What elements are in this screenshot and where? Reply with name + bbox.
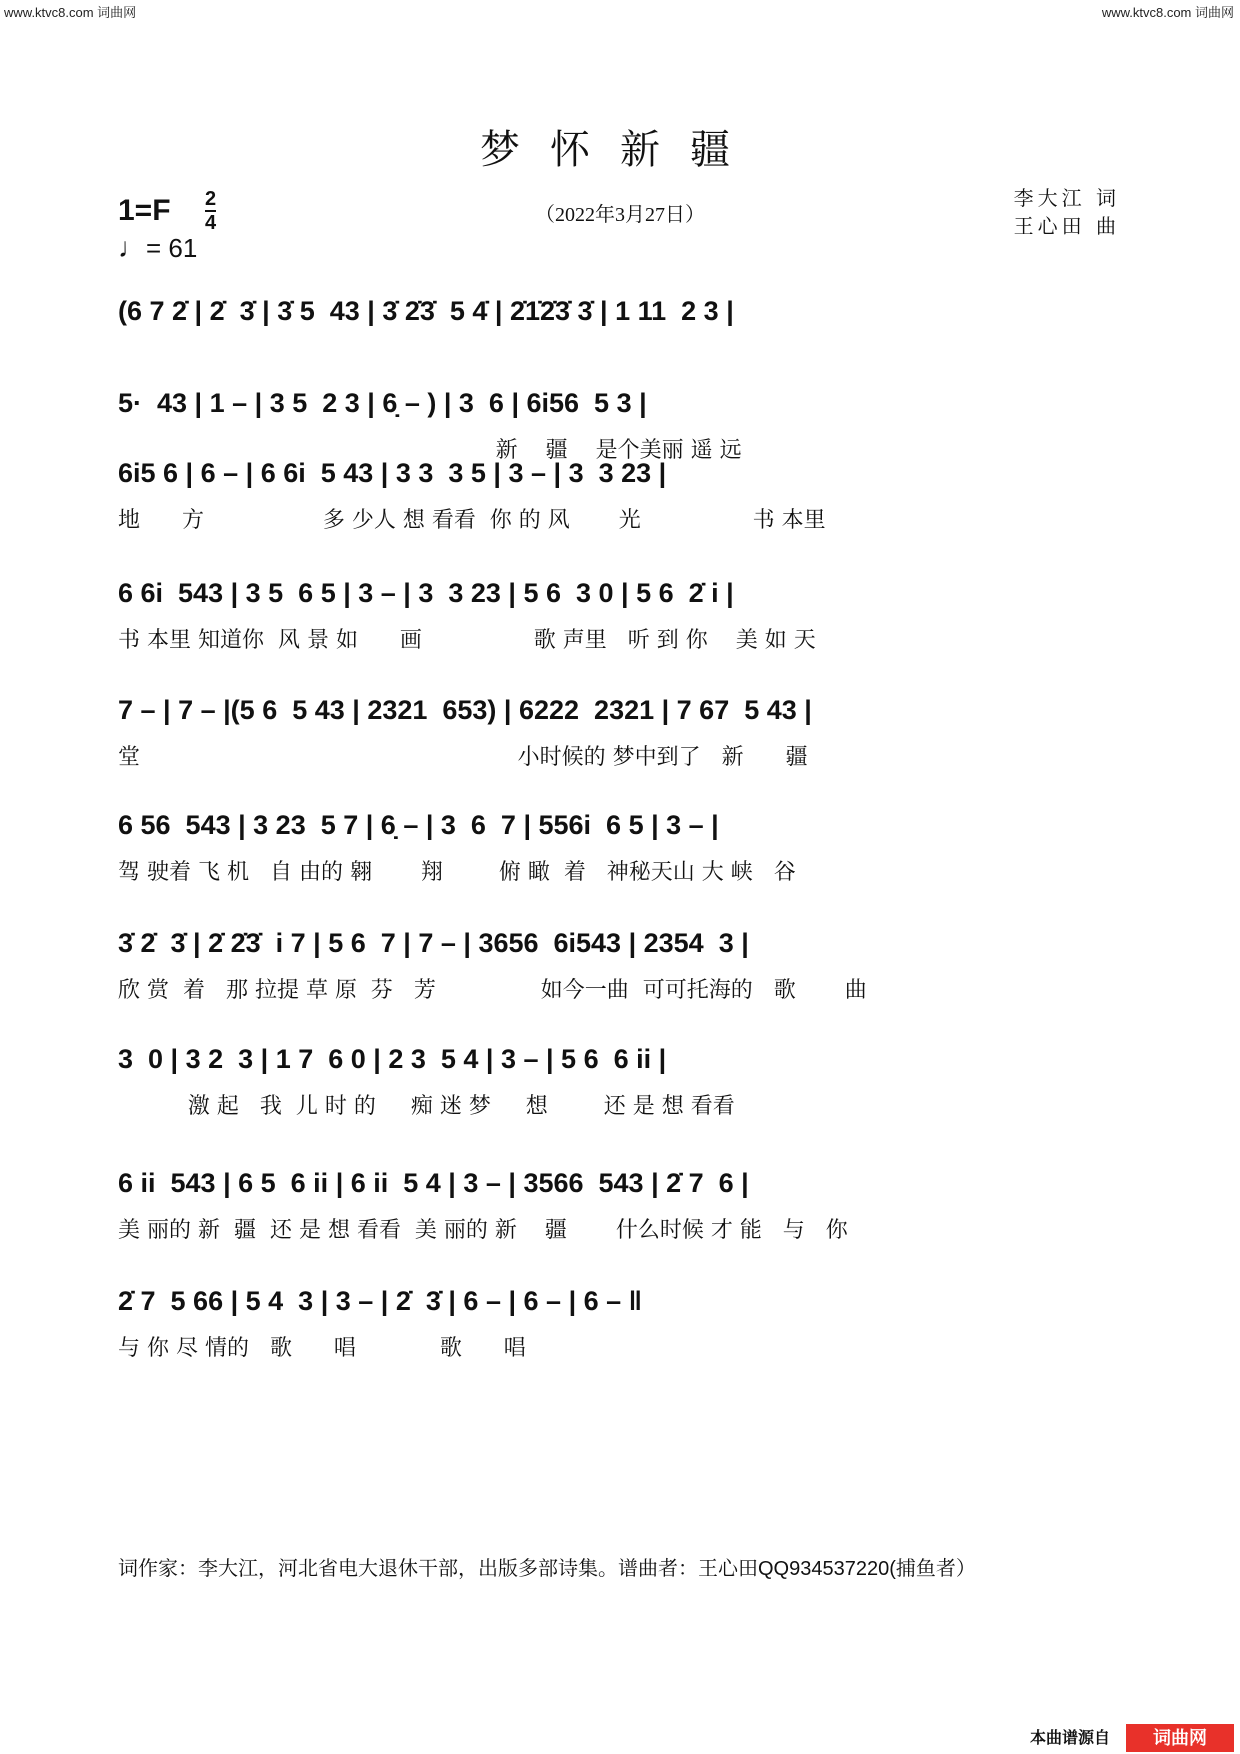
composer: 王心田 曲 [1013, 214, 1120, 238]
notes-line: 2̇ 7 5 66 | 5 4 3 | 3 – | 2̇ 3̇ | 6 – | 6 – | 6 – ‖ [118, 1285, 643, 1316]
lyrics-line: 美 丽的 新 疆 还 是 想 看看 美 丽的 新 疆 什么时候 才 能 与 你 [118, 1218, 848, 1243]
notes-line: 6 ii 543 | 6 5 6 ii | 6 ii 5 4 | 3 – | 3566 543 | 2̇ 7 6 | [118, 1167, 749, 1198]
notes-line: 6 6i 543 | 3 5 6 5 | 3 – | 3 3 23 | 5 6 3 0 | 5 6 2̇ i | [118, 577, 734, 608]
credits [1014, 184, 1120, 240]
lyrics-line: 驾 驶着 飞 机 自 由的 翱 翔 俯 瞰 着 神秘天山 大 峡 谷 [118, 860, 796, 885]
lyrics-line: 新 疆 是个美丽 遥 远 [118, 438, 742, 463]
lyrics-line: 堂 小时候的 梦中到了 新 疆 [118, 745, 808, 770]
lyrics-line: 欣 赏 着 那 拉提 草 原 芬 芳 如今一曲 可可托海的 歌 曲 [118, 978, 867, 1003]
lyrics-line: 激 起 我 儿 时 的 痴 迷 梦 想 还 是 想 看看 [118, 1094, 735, 1119]
notes-line: 6i5 6 | 6 – | 6 6i 5 43 | 3 3 3 5 | 3 – | 3 3 23 | [118, 457, 667, 488]
notes-line: (6 7 2̇ | 2̇ 3̇ | 3̇ 5 43 | 3̇ 2̇3̇ 5 4̇ | 2̇1̇2̇3̇ 3̇ | 1 11 2 3 | [118, 295, 734, 326]
notes-line: 3̇ 2̇ 3̇ | 2̇ 2̇3̇ i 7 | 5 6 7 | 7 – | 3656 6i543 | 2354 3 | [118, 927, 749, 958]
tempo-value: = 61 [146, 233, 198, 263]
watermark-right: www.ktvc8.com 词曲网 [1101, 5, 1234, 20]
quarter-note-icon: ♩ [118, 232, 146, 263]
notes-line: 3 0 | 3 2 3 | 1 7 6 0 | 2 3 5 4 | 3 – | 5 6 6 ii | [118, 1043, 667, 1074]
footer-note: 词作家：李大江，河北省电大退休干部，出版多部诗集。谱曲者：王心田QQ934537220(捕鱼者） [118, 1558, 976, 1580]
notes-line: 5· 43 | 1 – | 3 5 2 3 | 6̣ – ) | 3 6 | 6i56 5 3 | [118, 387, 647, 418]
song-title: 梦怀新疆 [480, 127, 760, 173]
time-signature-bottom: 4 [205, 212, 217, 234]
time-signature-top: 2 [205, 188, 217, 210]
notes-line: 7 – | 7 – |(5 6 5 43 | 2321 653) | 6222 2321 | 7 67 5 43 | [118, 694, 812, 725]
tempo-marking [118, 232, 197, 264]
lyrics-line: 与 你 尽 情的 歌 唱 歌 唱 [118, 1336, 526, 1361]
site-logo: 词曲网 [1126, 1724, 1234, 1752]
lyrics-line: 书 本里 知道你 风 景 如 画 歌 声里 听 到 你 美 如 天 [118, 628, 816, 653]
lyricist: 李大江 词 [1013, 186, 1120, 210]
lyrics-line: 地 方 多 少人 想 看看 你 的 风 光 书 本里 [118, 508, 826, 533]
watermark-left: www.ktvc8.com 词曲网 [4, 5, 137, 20]
key-signature: 1=F [118, 194, 171, 227]
notes-line: 6 56 543 | 3 23 5 7 | 6̣ – | 3 6 7 | 556i 6 5 | 3 – | [118, 809, 719, 840]
composition-date: （2022年3月27日） [535, 204, 705, 226]
source-label: 本曲谱源自 [1029, 1730, 1110, 1747]
